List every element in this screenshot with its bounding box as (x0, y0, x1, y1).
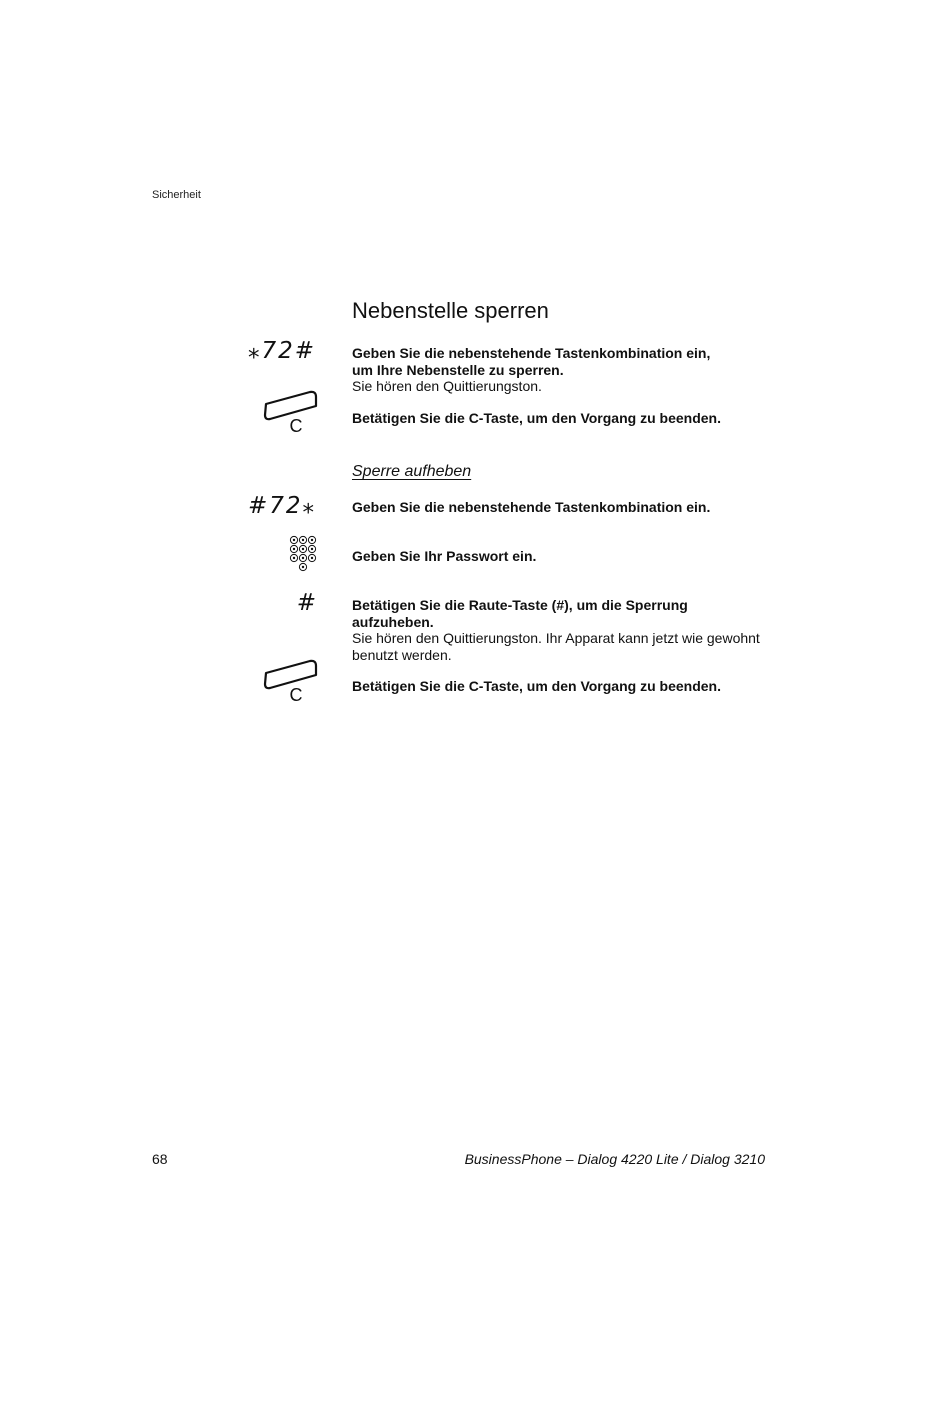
step-unlock-confirm-note: Sie hören den Quittierungston. Ihr Apparat kann jetzt wie gewohnt benutzt werden. (352, 630, 760, 663)
unlock-key-combination: #72⁎ (247, 493, 316, 519)
hash-key-icon: # (296, 590, 316, 616)
step-lock-enter-code-instruction: Geben Sie die nebenstehende Tastenkombination ein, um Ihre Nebenstelle zu sperren. (352, 345, 711, 378)
keypad-icon (287, 533, 321, 575)
step-unlock-finish-instruction: Betätigen Sie die C-Taste, um den Vorgang zu beenden. (352, 678, 721, 694)
step-unlock-enter-code (352, 499, 782, 516)
step-lock-finish-instruction: Betätigen Sie die C-Taste, um den Vorgang zu beenden. (352, 410, 721, 426)
step-unlock-password-instruction: Geben Sie Ihr Passwort ein. (352, 548, 537, 564)
section-header: Sicherheit (152, 189, 201, 201)
c-key-label: C (289, 416, 303, 436)
page-title: Nebenstelle sperren (352, 298, 549, 323)
section-title-unlock: Sperre aufheben (352, 463, 472, 480)
c-key-icon (260, 386, 320, 436)
document-title: BusinessPhone – Dialog 4220 Lite / Dialog 3210 (464, 1151, 765, 1167)
c-key-icon-2 (260, 655, 320, 705)
step-lock-enter-code-note: Sie hören den Quittierungston. (352, 378, 542, 394)
page-number: 68 (152, 1151, 168, 1167)
step-unlock-finish (352, 678, 782, 695)
c-key-label-2: C (289, 685, 303, 705)
step-unlock-password (352, 548, 782, 565)
step-unlock-enter-code-instruction: Geben Sie die nebenstehende Tastenkombination ein. (352, 499, 711, 515)
step-unlock-confirm-instruction: Betätigen Sie die Raute-Taste (#), um die Sperrung aufzuheben. (352, 597, 688, 630)
lock-key-combination: ⁎72# (247, 338, 316, 364)
step-lock-finish (352, 410, 782, 427)
step-lock-enter-code (352, 345, 782, 395)
step-unlock-confirm (352, 597, 782, 663)
